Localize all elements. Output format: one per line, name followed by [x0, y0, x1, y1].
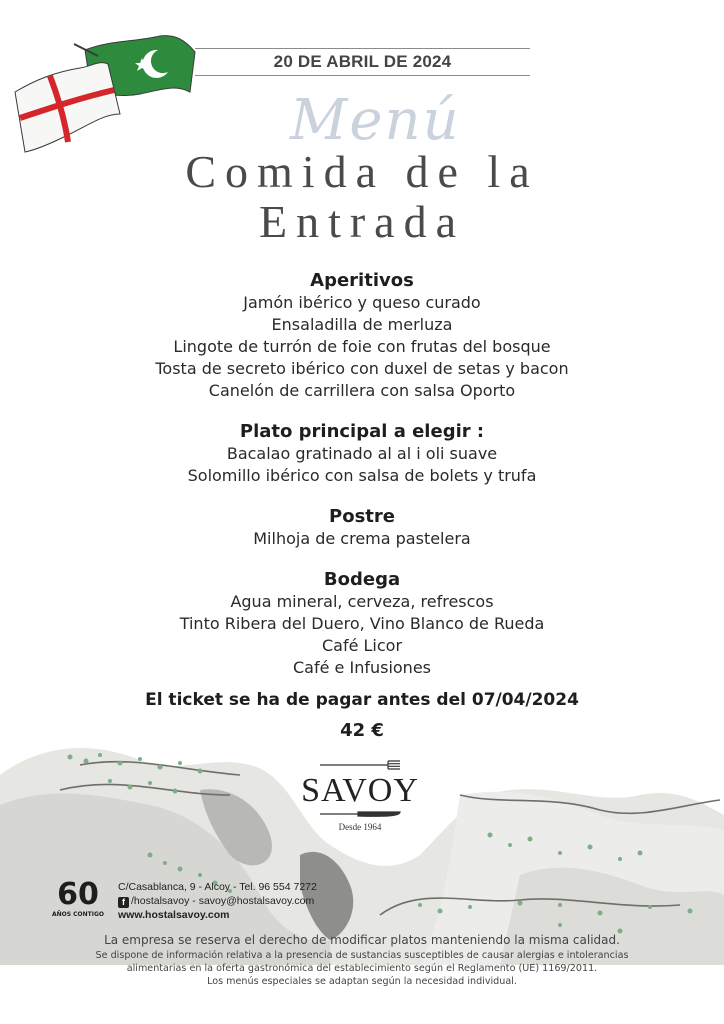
flags-illustration	[10, 22, 200, 162]
menu-item: Café Licor	[321, 636, 403, 655]
event-date: 20 DE ABRIL DE 2024	[273, 52, 452, 71]
section-plato-principal	[0, 421, 724, 487]
ticket-note: El ticket se ha de pagar antes del 07/04/2024	[145, 690, 579, 710]
section-title: Bodega	[323, 569, 401, 590]
fork-icon	[318, 760, 402, 770]
footer-allergen-line-1: Se dispone de información relativa a la presencia de sustancias susceptibles de causar alergias e intolerancias	[95, 950, 629, 961]
menu-item: Ensaladilla de merluza	[271, 315, 453, 334]
section-title: Postre	[329, 506, 395, 527]
menu-item: Canelón de carrillera con salsa Oporto	[208, 381, 516, 400]
sixty-years-badge	[50, 874, 106, 920]
contact-social[interactable]: /hostalsavoy - savoy@hostalsavoy.com	[131, 895, 315, 907]
section-postre	[0, 506, 724, 550]
badge-number: 60	[57, 877, 99, 912]
menu-item: Café e Infusiones	[293, 658, 431, 677]
savoy-logo	[290, 760, 430, 835]
menu-item: Bacalao gratinado al al i oli suave	[226, 444, 498, 463]
contact-address: C/Casablanca, 9 - Alcoy - Tel. 96 554 7272	[118, 881, 317, 893]
footer-allergen-line-2: alimentarias en la oferta gastronómica del establecimiento según el Reglamento (UE) 1169/2011.	[126, 963, 598, 974]
menu-item: Agua mineral, cerveza, refrescos	[230, 592, 494, 611]
section-bodega	[0, 569, 724, 679]
menu-item: Lingote de turrón de foie con frutas del bosque	[173, 337, 551, 356]
contact-web[interactable]: www.hostalsavoy.com	[118, 909, 230, 921]
section-aperitivos	[0, 270, 724, 402]
menu-item: Milhoja de crema pastelera	[253, 529, 471, 548]
date-bottom-rule	[195, 75, 530, 76]
knife-icon	[318, 809, 402, 819]
footer-special-menus: Los menús especiales se adaptan según la necesidad individual.	[207, 976, 517, 987]
price: 42 €	[340, 720, 384, 741]
menu-item: Jamón ibérico y queso curado	[243, 293, 481, 312]
date-top-rule	[195, 48, 530, 49]
section-title: Plato principal a elegir :	[239, 421, 485, 442]
badge-text: AÑOS CONTIGO	[51, 911, 105, 918]
logo-name: SAVOY	[301, 772, 419, 809]
menu-script-word: Menú	[290, 88, 461, 153]
section-title: Aperitivos	[310, 270, 414, 291]
menu-item: Tinto Ribera del Duero, Vino Blanco de Rueda	[179, 614, 545, 633]
title-line-2: Entrada	[258, 196, 466, 247]
contact-social-row	[118, 895, 314, 908]
logo-since: Desde 1964	[338, 822, 382, 832]
footer-disclaimer: La empresa se reserva el derecho de modificar platos manteniendo la misma calidad.	[104, 933, 620, 947]
menu-item: Solomillo ibérico con salsa de bolets y trufa	[187, 466, 537, 485]
menu-item: Tosta de secreto ibérico con duxel de setas y bacon	[155, 359, 569, 378]
title-line-1: Comida de la	[185, 146, 539, 197]
facebook-icon: f	[118, 897, 129, 908]
